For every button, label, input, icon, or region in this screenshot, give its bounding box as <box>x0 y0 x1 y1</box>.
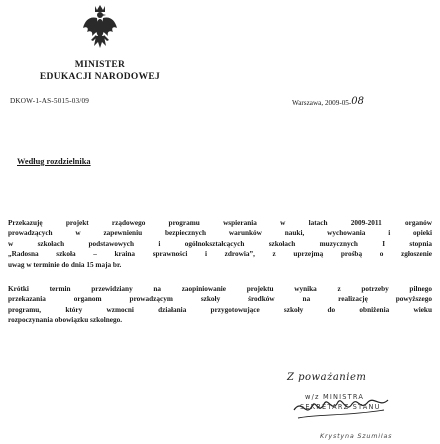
paragraph-line: prowadzących w zapewnieniu bezpiecznych warunków nauki, wychowania i opieki <box>8 229 432 238</box>
ministry-title-line2: EDUKACJI NARODOWEJ <box>39 72 161 82</box>
place-date <box>292 97 364 108</box>
paragraph-line: przekazania organom prowadzącym szkoły środków na realizację powyższego <box>8 295 432 304</box>
body-paragraph-2 <box>8 284 432 326</box>
body-paragraph-1 <box>8 218 432 270</box>
paragraph-line: w szkołach podstawowych i ogólnokształcących szkołach muzycznych I stopnia <box>8 239 432 248</box>
signer-name: Krystyna Szumilas <box>320 432 393 440</box>
paragraph-line: Przekazuję projekt rządowego programu wspierania w latach 2009-2011 organów <box>8 219 432 227</box>
closing-greeting: Z poważaniem <box>287 372 367 383</box>
reference-number: DKOW-1-AS-5015-03/09 <box>10 97 90 105</box>
ministry-title-line1: MINISTER <box>74 60 126 70</box>
paragraph-line: „Radosna szkoła – kraina sprawności i zdrowia”, z uprzejmą prośbą o zgłoszenie <box>8 250 432 259</box>
paragraph-line: rozpoczynania obowiązku szkolnego. <box>8 316 123 325</box>
date-handwritten: 08 <box>351 96 365 107</box>
paragraph-line: Krótki termin przewidziany na zaopiniowanie projektu wynika z potrzeby pilnego <box>8 285 432 293</box>
addressee: Według rozdzielnika <box>17 157 91 166</box>
stamp-line-2: SEKRETARZ STANU <box>300 403 381 411</box>
polish-eagle-emblem-icon <box>82 4 118 54</box>
place-date-printed: Warszawa, 2009-05- <box>292 99 352 107</box>
paragraph-line: uwag w terminie do dnia 15 maja br. <box>8 260 122 269</box>
stamp-line-1: w/z MINISTRA <box>305 393 365 401</box>
paragraph-line: programu, który wzmocni działania przygotowujące szkoły do obniżenia wieku <box>8 305 432 314</box>
